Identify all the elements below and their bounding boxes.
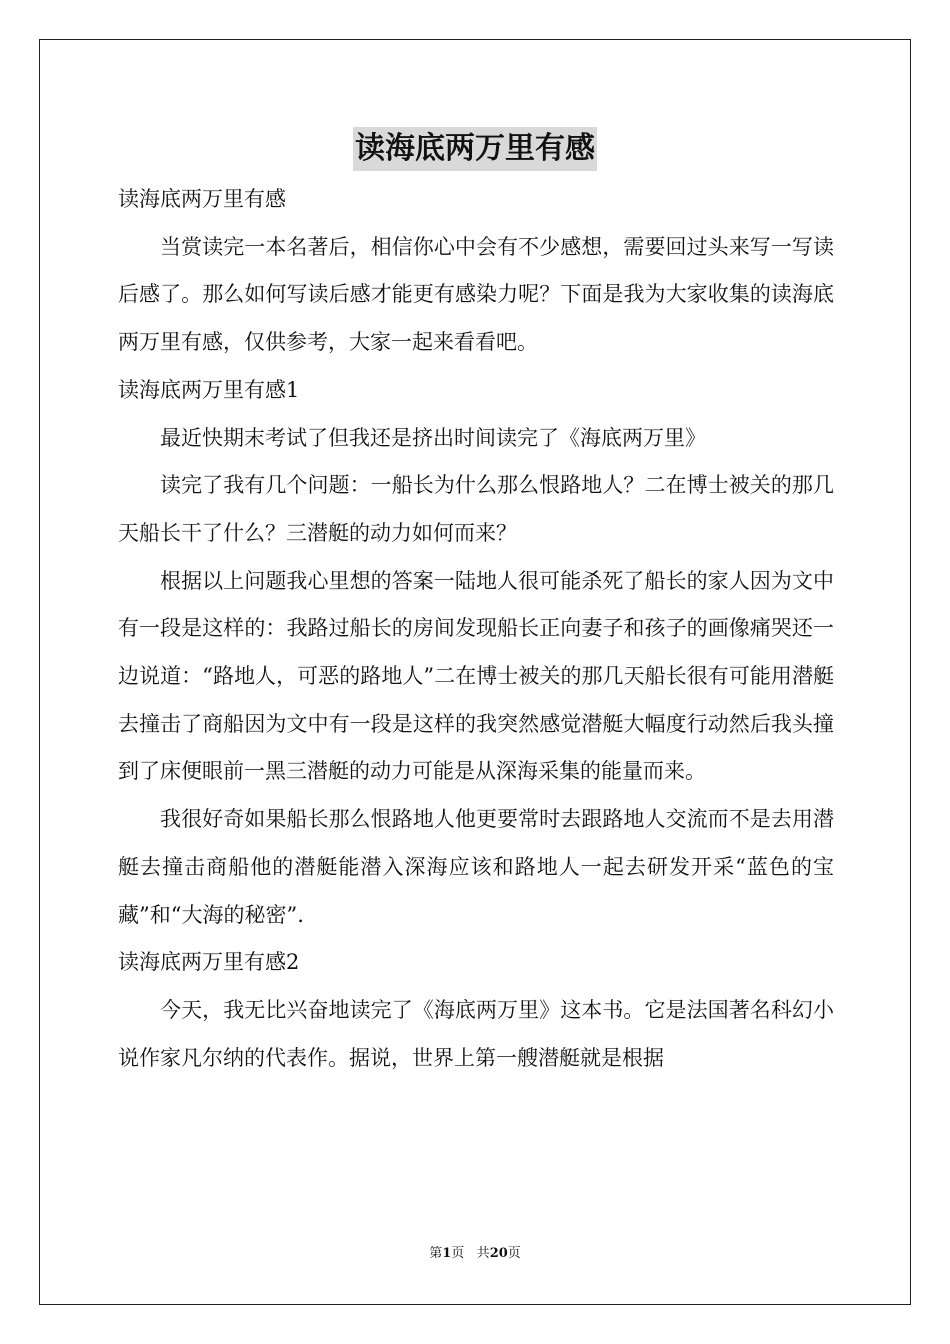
page-prefix: 第 [429, 1246, 443, 1261]
total-suffix: 页 [507, 1246, 521, 1261]
title-container [0, 127, 950, 171]
page-suffix: 页 [451, 1246, 465, 1261]
body-paragraph: 今天，我无比兴奋地读完了《海底两万里》这本书。它是法国著名科幻小说作家凡尔纳的代表作。据说，世界上第一艘潜艇就是根据 [118, 997, 834, 1070]
page-total: 20 [489, 1246, 508, 1261]
body-paragraph: 当赏读完一本名著后，相信你心中会有不少感想，需要回过头来写一写读后感了。那么如何写读后感才能更有感染力呢？下面是我为大家收集的读海底两万里有感，仅供参考，大家一起来看看吧。 [118, 234, 834, 355]
page-current: 1 [442, 1246, 452, 1261]
section-heading: 读海底两万里有感 [118, 187, 286, 211]
document-title: 读海底两万里有感 [353, 127, 597, 171]
total-prefix: 共 [476, 1246, 490, 1261]
page-footer [0, 1245, 950, 1263]
body-paragraph: 根据以上问题我心里想的答案一陆地人很可能杀死了船长的家人因为文中有一段是这样的：我路过船长的房间发现船长正向妻子和孩子的画像痛哭还一边说道：“路地人，可恶的路地人”二在博士被关的那几天船长很有可能用潜艇去撞击了商船因为文中有一段是这样的我突然感觉潜艇大幅度行动然后我头撞到了床便眼前一黑三潜艇的动力可能是从深海采集的能量而来。 [118, 568, 834, 784]
body-paragraph: 最近快期末考试了但我还是挤出时间读完了《海底两万里》 [160, 425, 706, 450]
document-body [118, 176, 834, 1082]
body-paragraph: 读完了我有几个问题：一船长为什么那么恨路地人？二在博士被关的那几天船长干了什么？三潜艇的动力如何而来？ [118, 473, 834, 545]
section-heading: 读海底两万里有感2 [118, 950, 300, 975]
section-heading: 读海底两万里有感1 [118, 377, 300, 402]
body-paragraph: 我很好奇如果船长那么恨路地人他更要常时去跟路地人交流而不是去用潜艇去撞击商船他的潜艇能潜入深海应该和路地人一起去研发开采“蓝色的宝藏”和“大海的秘密”. [118, 807, 834, 927]
